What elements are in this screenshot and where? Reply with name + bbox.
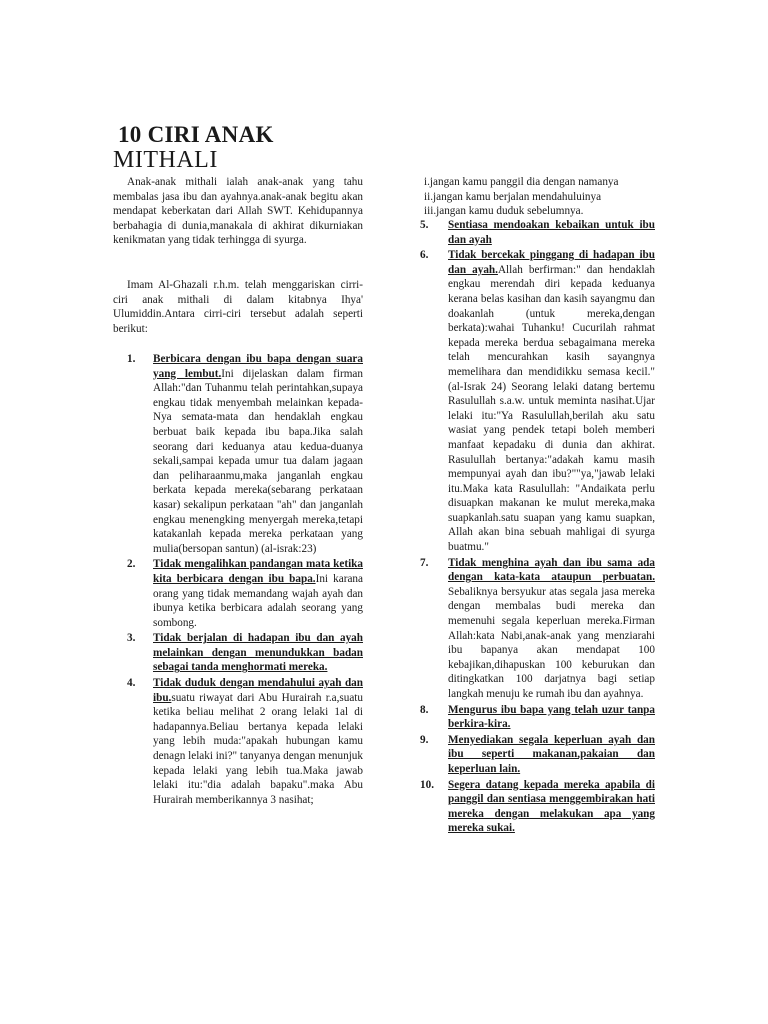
item-number: 4.: [127, 677, 136, 690]
item-heading: Tidak duduk dengan mendahului ayah dan ibu.: [153, 677, 363, 704]
list-item: [420, 733, 655, 777]
item-heading: Tidak menghina ayah dan ibu sama ada dengan kata-kata ataupun perbuatan.: [448, 556, 655, 584]
item-number: 7.: [420, 556, 429, 569]
ciri-list-left: [113, 352, 363, 807]
nasihat-list: [420, 175, 655, 219]
item-body: Ini karana orang yang tidak memandang wajah ayah dan ibunya ketika berbicara adalah seorang yang sombong.: [153, 572, 363, 629]
item-heading: Tidak bercekak pinggang di hadapan ibu dan ayah.: [448, 249, 655, 276]
item-body: Sebaliknya bersyukur atas segala jasa mereka dengan membalas budi mereka dan memenuhi segala keperluan mereka.Firman Allah:kata Nabi,anak-anak yang menziarahi ibu bapanya akan mendapat 100 kebajikan,dihapuskan 100 keburukan dan ditingkatkan 100 darjatnya bagi setiap langkah menuju ke rumah ibu dan ayahnya.: [448, 585, 655, 700]
item-body: suatu riwayat dari Abu Hurairah r.a,suatu ketika beliau melihat 2 orang lelaki 1al di hadapannya.Beliau bertanya kepada lelaki yang lebih muda:"apakah hubungan kamu denagn lelaki ini?" tanyanya dengan menunjuk kepada lelaki yang lebih tua.Maka jawab lelaki itu:"dia adalah bapaku".maka Abu Hurairah memberikannya 3 nasihat;: [153, 691, 363, 806]
item-heading: Sentiasa mendoakan kebaikan untuk ibu dan ayah: [448, 219, 655, 246]
item-number: 5.: [420, 219, 429, 231]
item-number: 1.: [127, 353, 136, 365]
imam-paragraph: Imam Al-Ghazali r.h.m. telah menggariskan cirri-ciri anak mithali di dalam kitabnya Ihya' Ulumiddin.Antara cirri-ciri tersebut adalah seperti berikut:: [113, 279, 363, 335]
ciri-list-right: [420, 218, 655, 836]
item-number: 3.: [127, 632, 136, 645]
nasihat-item: iii.jangan kamu duduk sebelumnya.: [424, 205, 584, 218]
item-heading: Tidak berjalan di hadapan ibu dan ayah melainkan dengan menundukkan badan sebagai tanda menghormati mereka.: [153, 632, 363, 674]
list-item: [420, 556, 655, 702]
item-heading: Mengurus ibu bapa yang telah uzur tanpa berkira-kira.: [448, 703, 655, 731]
item-heading: Tidak mengalihkan pandangan mata ketika kita berbicara dengan ibu bapa.: [153, 558, 363, 585]
list-item: [420, 248, 655, 554]
item-number: 10.: [420, 778, 434, 791]
list-item: [113, 557, 363, 630]
item-number: 2.: [127, 558, 136, 571]
document-title-line2: MITHALI: [113, 147, 218, 173]
list-item: [113, 631, 363, 675]
intro-paragraph: Anak-anak mithali ialah anak-anak yang tahu membalas jasa ibu dan ayahnya.anak-anak begitu akan mendapat keberkatan dari Allah SWT. Kehidupannya berbahagia di dunia,manakala di akhirat dikurniakan kenikmatan yang tidak terhingga di syurga.: [113, 176, 363, 247]
document-title-line1: 10 CIRI ANAK: [118, 122, 274, 147]
item-body: Allah berfirman:" dan hendaklah engkau merendah diri kepada keduanya kerana belas kasihan dan kasih sayangmu dan doakanlah (untuk mereka,dengan berkata):wahai Tuhanku! Cucurilah rahmat kepada mereka berdua sebagaimana mereka telah mencurahkan kasih sayangnya memelihara dan mendidikku semasa kecil."(al-Israk 24) Seorang lelaki datang bertemu Rasulullah s.a.w. untuk meminta nasihat.Ujar lelaki itu:"Ya Rasulullah,berilah aku satu wasiat yang pendek tetapi boleh memberi manfaat kepadaku di dunia dan akhirat. Rasulullah bertanya:"adakah kamu masih mempunyai ayah dan ibu?""ya,"jawab lelaki itu.Maka kata Rasulullah: "Andaikata perlu disuapkan makanan ke mulut mereka,maka suapkanlah.satu suapan yang kamu suapkan, Allah akan bina sebuah mahligai di syurga buatmu.": [448, 263, 655, 554]
item-heading: Menyediakan segala keperluan ayah dan ibu seperti makanan,pakaian dan keperluan lain.: [448, 733, 655, 775]
item-number: 6.: [420, 249, 429, 262]
item-heading: Segera datang kepada mereka apabila di panggil dan sentiasa menggembirakan hati mereka dengan melakukan apa yang mereka sukai.: [448, 778, 655, 835]
list-item: [420, 218, 655, 247]
item-heading: Berbicara dengan ibu bapa dengan suara yang lembut.: [153, 353, 363, 380]
list-item: [420, 778, 655, 836]
item-body: Ini dijelaskan dalam firman Allah:"dan Tuhanmu telah perintahkan,supaya engkau tidak menyembah melainkan kepada-Nya semata-mata dan hendaklah engkau berbuat baik kepada ibu bapa.Jika salah seorang dari keduanya atau kedua-duanya sekali,sampai kepada umur tua dalam jagaan dan peliharaanmu,maka janganlah engkau berkata kepada mereka(sebarang perkataan kasar) sekalipun perkataan "ah" dan janganlah engkau menengking menyergah mereka,tetapi katakanlah kepada mereka perkataan yang mulia(bersopan santun) (al-israk:23): [153, 367, 363, 555]
list-item: [113, 352, 363, 556]
item-number: 8.: [420, 703, 429, 716]
item-number: 9.: [420, 733, 429, 746]
list-item: [113, 676, 363, 807]
nasihat-item: ii.jangan kamu berjalan mendahuluinya: [424, 190, 602, 203]
list-item: [420, 703, 655, 732]
nasihat-item: i.jangan kamu panggil dia dengan namanya: [424, 176, 619, 188]
